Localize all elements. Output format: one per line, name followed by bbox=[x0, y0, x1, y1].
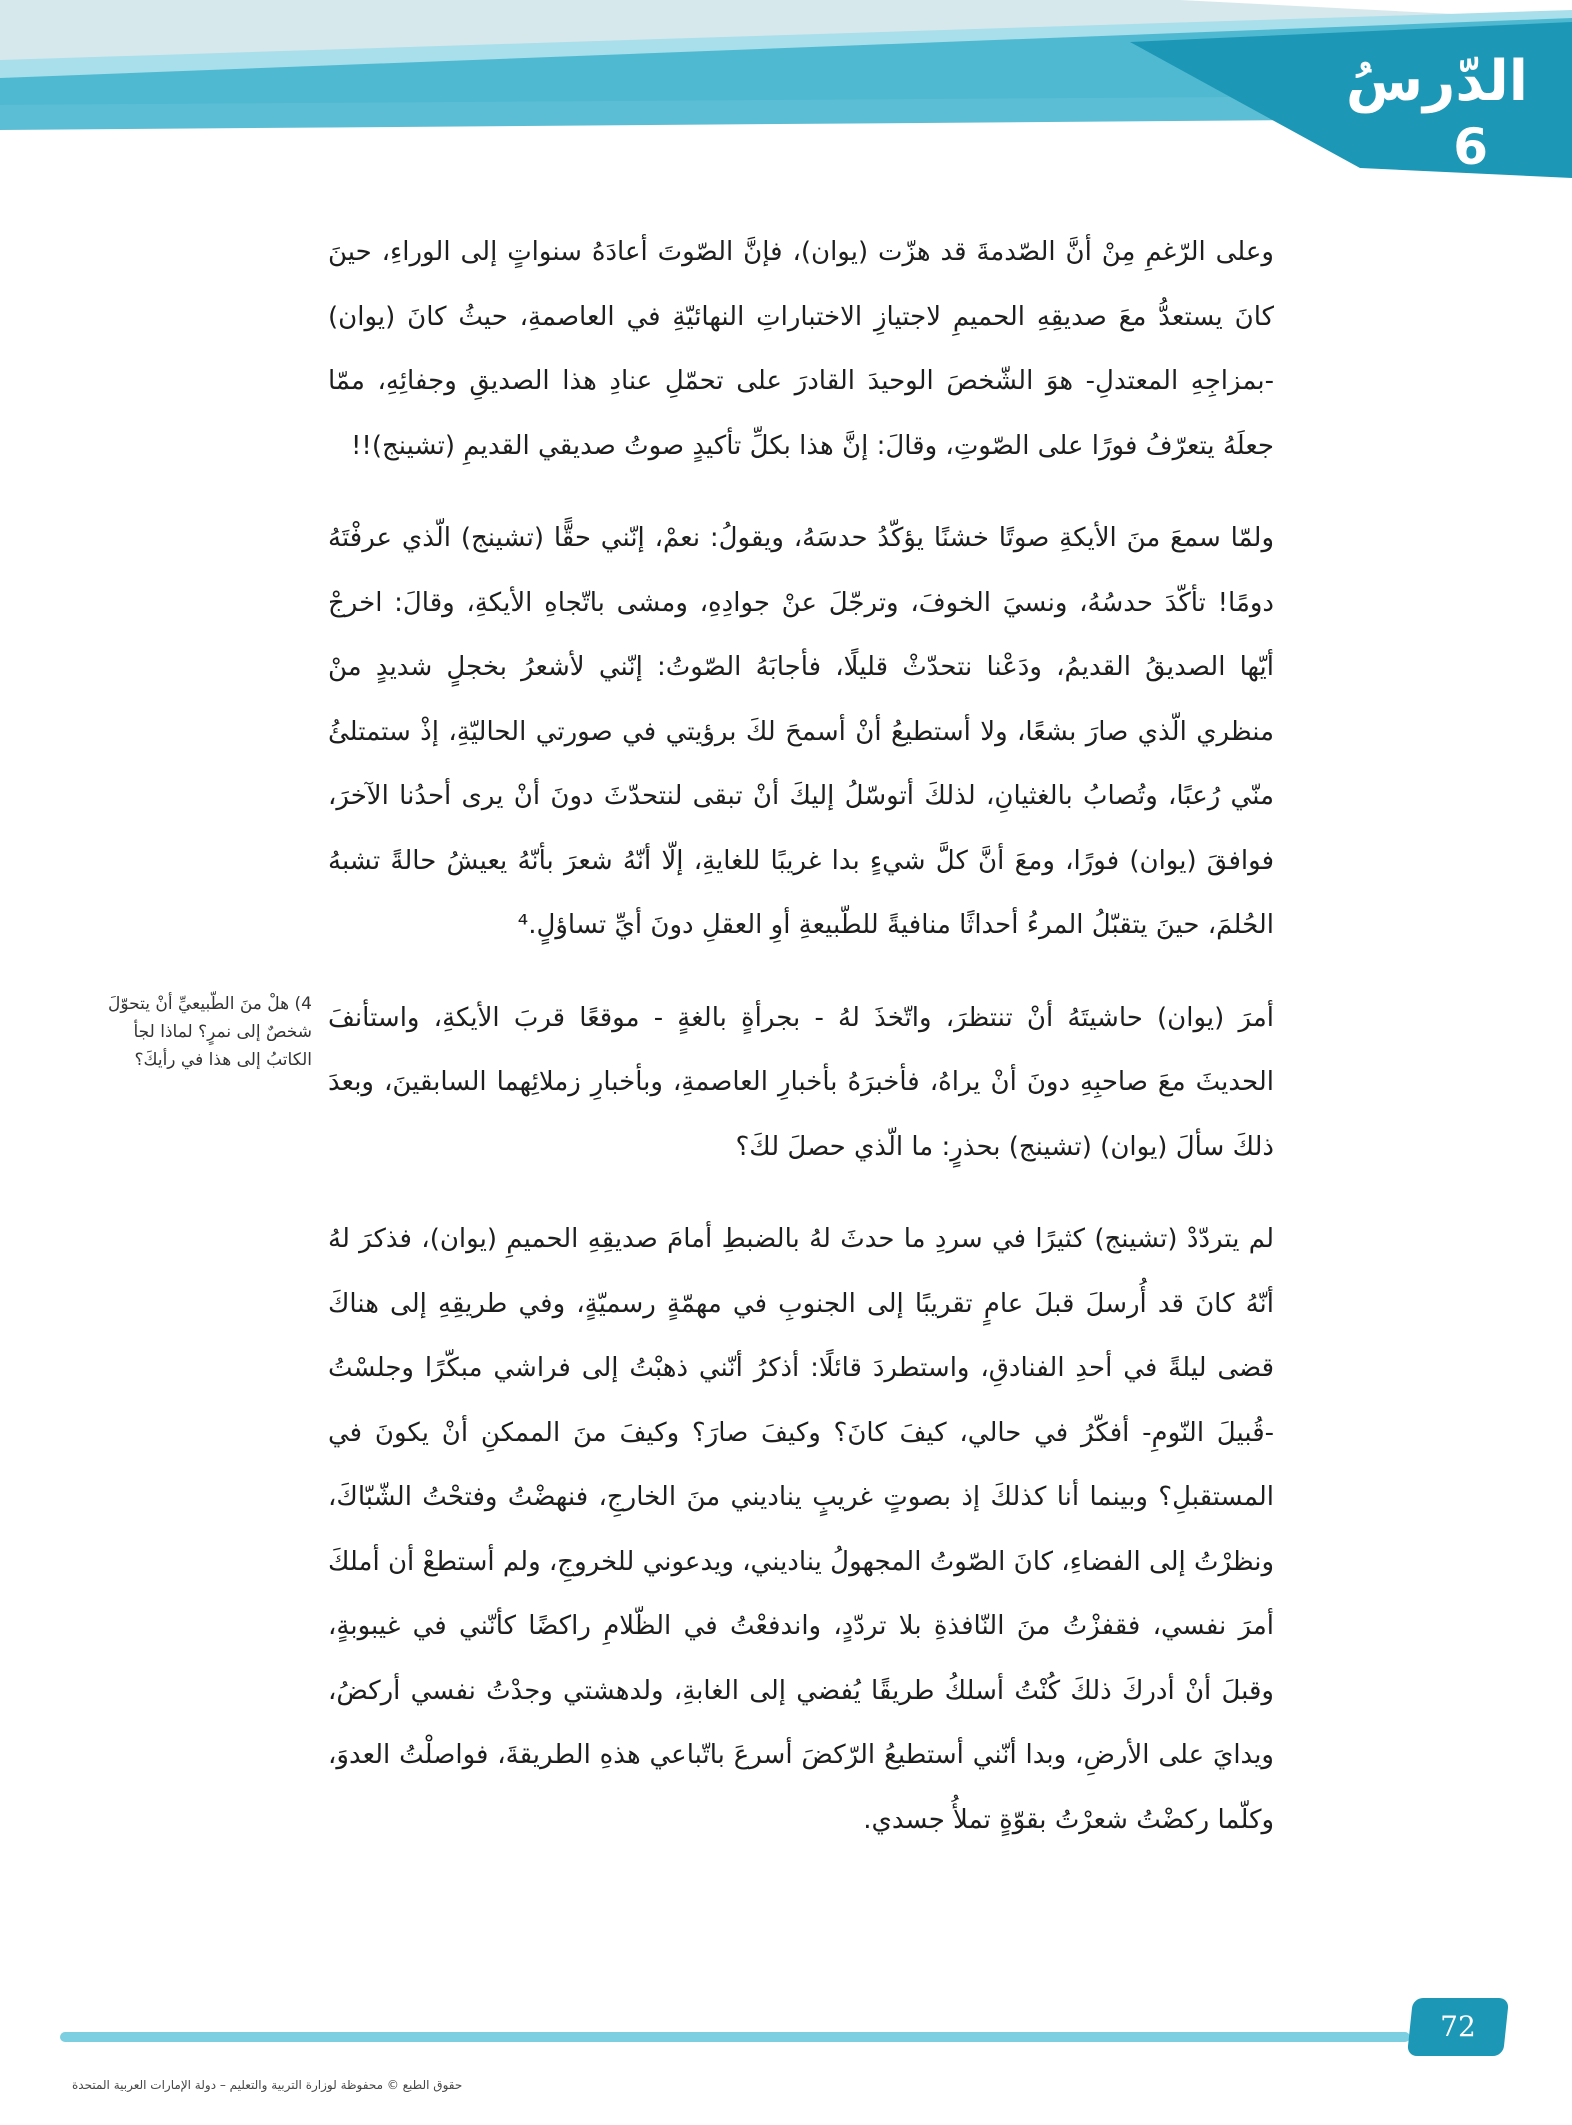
lesson-body bbox=[328, 220, 1274, 1880]
paragraph-1: وعلى الرّغمِ مِنْ أنَّ الصّدمةَ قد هزّت (يوان)، فإنَّ الصّوتَ أعادَهُ سنواتٍ إلى الوراءِ، حينَ كانَ يستعدُّ معَ صديقِهِ الحميمِ لاجتيازِ الاختباراتِ النهائيّةِ في العاصمةِ، حيثُ كانَ (يوان) -بمزاجِهِ المعتدلِ- هوَ الشّخصَ الوحيدَ القادرَ على تحمّلِ عنادِ هذا الصديقِ وجفائِهِ، ممّا جعلَهُ يتعرّفُ فورًا على الصّوتِ، وقالَ: إنَّ هذا بكلِّ تأكيدٍ صوتُ صديقي القديمِ (تشينج)!! bbox=[328, 237, 1274, 461]
copyright-notice: حقوق الطبع © محفوظة لوزارة التربية والتعليم – دولة الإمارات العربية المتحدة bbox=[72, 2078, 463, 2092]
paragraph-2: ولمّا سمعَ منَ الأيكةِ صوتًا خشنًا يؤكّدُ حدسَهُ، ويقولُ: نعمْ، إنّني حقًّا (تشينج) الّذي عرفْتَهُ دومًا! تأكّدَ حدسُهُ، ونسيَ الخوفَ، وترجّلَ عنْ جوادِهِ، ومشى باتّجاهِ الأيكةِ، وقالَ: اخرجْ أيّها الصديقُ القديمُ، ودَعْنا نتحدّثْ قليلًا، فأجابَهُ الصّوتُ: إنّني لأشعرُ بخجلٍ شديدٍ منْ منظري الّذي صارَ بشعًا، ولا أستطيعُ أنْ أسمحَ لكَ برؤيتي في صورتي الحاليّةِ، إذْ ستمتلئُ منّي رُعبًا، وتُصابُ بالغثيانِ، لذلكَ أتوسّلُ إليكَ أنْ تبقى لنتحدّثَ دونَ أنْ يرى أحدُنا الآخرَ، فوافقَ (يوان) فورًا، ومعَ أنَّ كلَّ شيءٍ بدا غريبًا للغايةِ، إلّا أنّهُ شعرَ بأنّهُ يعيشُ حالةً تشبهُ الحُلمَ، حينَ يتقبّلُ المرءُ أحداثًا منافيةً للطّبيعةِ أوِ العقلِ دونَ أيِّ تساؤلٍ.⁴ bbox=[328, 523, 1274, 940]
footer-bar bbox=[60, 2032, 1410, 2042]
lesson-label: الدّرسُ bbox=[1345, 49, 1528, 114]
page-number: 72 bbox=[1440, 2010, 1476, 2043]
lesson-number: 6 bbox=[1453, 118, 1488, 176]
paragraph-4: لم يتردّدْ (تشينج) كثيرًا في سردِ ما حدثَ لهُ بالضبطِ أمامَ صديقِهِ الحميمِ (يوان)، فذكرَ لهُ أنّهُ كانَ قد أُرسلَ قبلَ عامٍ تقريبًا إلى الجنوبِ في مهمّةٍ رسميّةٍ، وفي طريقِهِ إلى هناكَ قضى ليلةً في أحدِ الفنادقِ، واستطردَ قائلًا: أذكرُ أنّني ذهبْتُ إلى فراشي مبكّرًا وجلسْتُ -قُبيلَ النّومِ- أفكّرُ في حالي، كيفَ كانَ؟ وكيفَ صارَ؟ وكيفَ منَ الممكنِ أنْ يكونَ في المستقبلِ؟ وبينما أنا كذلكَ إذ بصوتٍ غريبٍ يناديني منَ الخارجِ، فنهضْتُ وفتحْتُ الشّبّاكَ، ونظرْتُ إلى الفضاءِ، كانَ الصّوتُ المجهولُ يناديني، ويدعوني للخروجِ، ولم أستطعْ أن أملكَ أمرَ نفسي، فقفزْتُ منَ النّافذةِ بلا تردّدٍ، واندفعْتُ في الظّلامِ راكضًا كأنّني في غيبوبةٍ، وقبلَ أنْ أدركَ ذلكَ كُنْتُ أسلكُ طريقًا يُفضي إلى الغابةِ، ولدهشتي وجدْتُ نفسي أركضُ، ويدايَ على الأرضِ، وبدا أنّني أستطيعُ الرّكضَ أسرعَ باتّباعي هذهِ الطريقةَ، فواصلْتُ العدوَ، وكلّما ركضْتُ شعرْتُ بقوّةٍ تملأُ جسدي. bbox=[328, 1224, 1274, 1835]
margin-question-4: 4) هلْ منَ الطّبيعيِّ أنْ يتحوّلَ شخصٌ إلى نمرٍ؟ لماذا لجأ الكاتبُ إلى هذا في رأيكَ؟ bbox=[107, 994, 312, 1070]
paragraph-3: أمرَ (يوان) حاشيتَهُ أنْ تنتظرَ، واتّخذَ لهُ - بجرأةٍ بالغةٍ - موقعًا قربَ الأيكةِ، واستأنفَ الحديثَ معَ صاحبِهِ دونَ أنْ يراهُ، فأخبرَهُ بأخبارِ العاصمةِ، وبأخبارِ زملائِهما السابقينَ، وبعدَ ذلكَ سألَ (يوان) (تشينج) بحذرٍ: ما الّذي حصلَ لكَ؟ bbox=[328, 1002, 1274, 1162]
